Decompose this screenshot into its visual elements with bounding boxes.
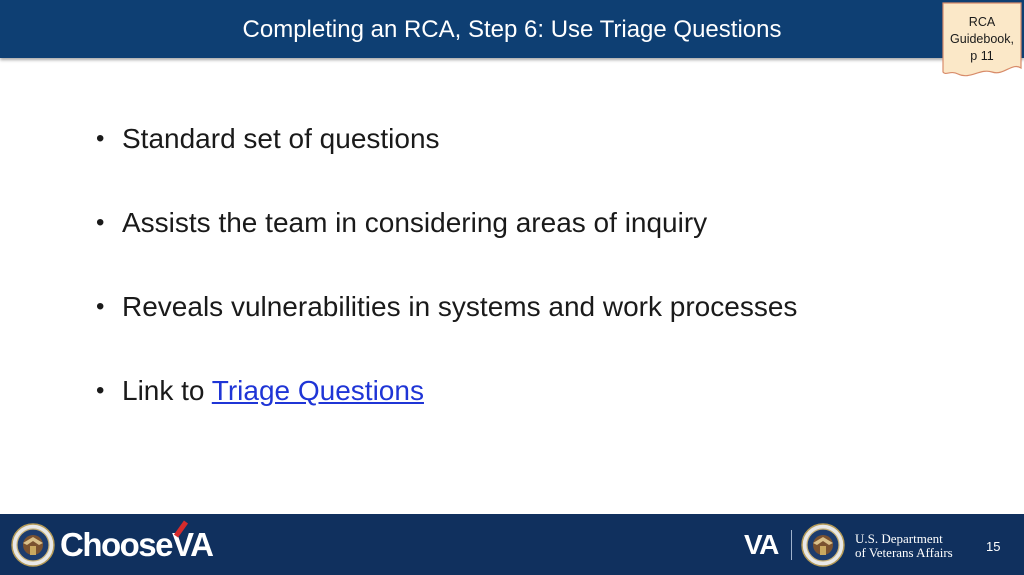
brand-text: Choose [60, 526, 173, 563]
note-line: Guidebook, [950, 32, 1014, 46]
page-number: 15 [986, 539, 1001, 554]
bullet-icon: • [96, 377, 105, 404]
guidebook-reference-note [940, 2, 1022, 74]
bullet-icon: • [96, 293, 105, 320]
bullet-text: Reveals vulnerabilities in systems and work processes [122, 291, 798, 322]
bullet-icon: • [96, 209, 105, 236]
bullet-text: Standard set of questions [122, 123, 440, 154]
bullet-icon: • [96, 125, 105, 152]
dept-line: U.S. Department [855, 531, 943, 546]
bullet-text: Assists the team in considering areas of inquiry [122, 207, 708, 238]
bullet-list [96, 117, 797, 453]
bullet-item [96, 117, 797, 201]
brand-mark-text: VA [172, 526, 213, 563]
dept-line: of Veterans Affairs [855, 545, 953, 560]
bullet-text: Link to [122, 375, 212, 406]
footer-bar [0, 514, 1024, 575]
department-name [855, 532, 953, 560]
divider [791, 530, 792, 560]
bullet-item [96, 285, 797, 369]
red-check-icon [174, 520, 196, 540]
triage-questions-link[interactable]: Triage Questions [211, 375, 424, 406]
va-seal-icon [801, 523, 845, 567]
choose-va-logo [60, 525, 212, 565]
note-line: RCA [968, 15, 996, 29]
title-bar [0, 0, 1024, 58]
bullet-item [96, 201, 797, 285]
note-text [940, 14, 1024, 65]
bullet-item [96, 369, 797, 453]
note-line: p 11 [970, 49, 994, 63]
va-seal-icon [11, 523, 55, 567]
slide-title: Completing an RCA, Step 6: Use Triage Questions [242, 16, 782, 43]
va-logo: VA [744, 529, 778, 560]
brand-mark [172, 526, 212, 563]
